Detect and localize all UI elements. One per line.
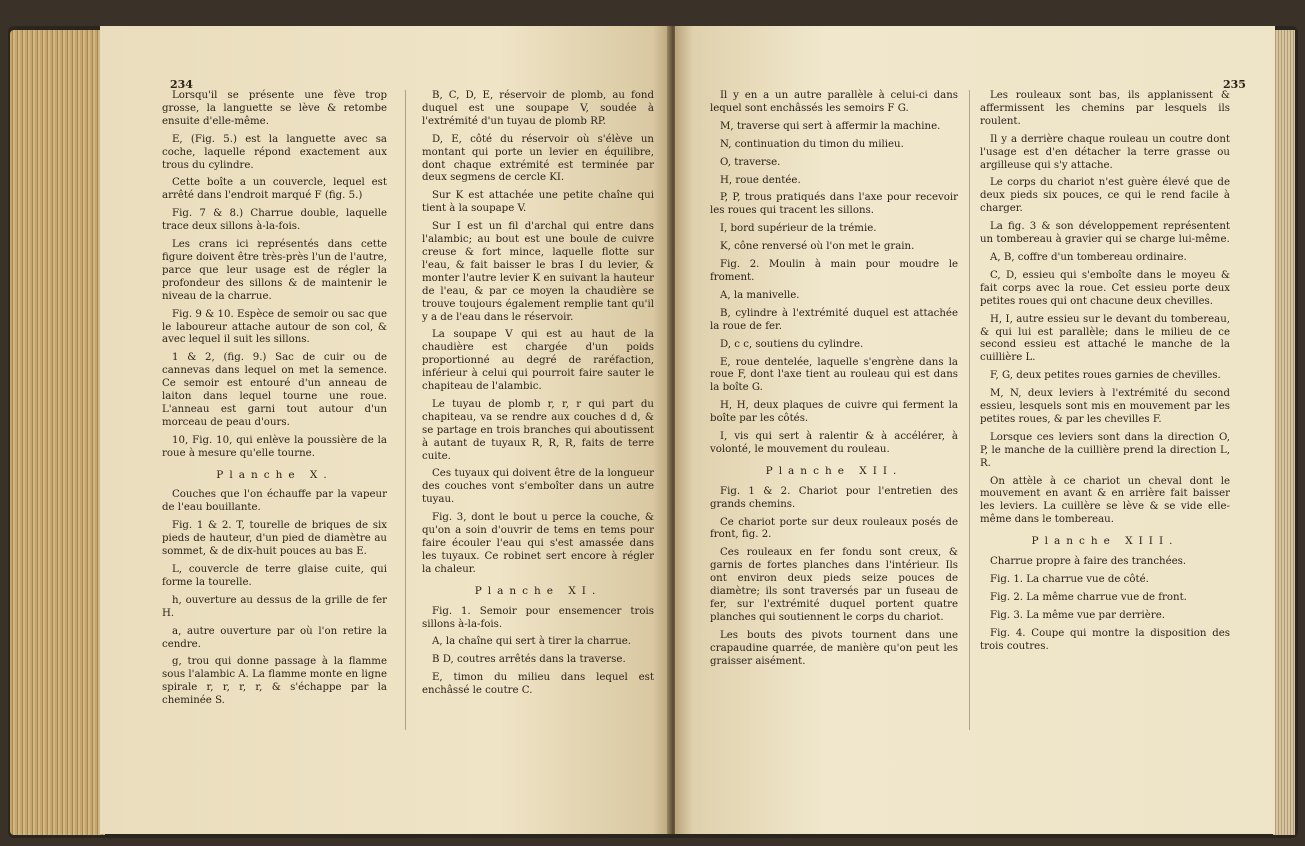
paragraph: La fig. 3 & son développement représentent un tombereau à gravier qui se charge lui-même. [980, 221, 1230, 246]
paragraph: I, vis qui sert à ralentir & à accélérer, à volonté, le mouvement du rouleau. [710, 431, 958, 455]
paragraph: M, N, deux leviers à l'extrémité du second essieu, lesquels sont mis en mouvement par les petites roues, & par les chevilles F. [980, 388, 1230, 425]
paragraph: P, P, trous pratiqués dans l'axe pour recevoir les roues qui tracent les sillons. [710, 192, 958, 217]
paragraph: B, cylindre à l'extrémité duquel est attachée la roue de fer. [710, 307, 958, 332]
plate-heading: Planche XI. [474, 584, 602, 597]
paragraph: Lorsque ces leviers sont dans la direction O, P, le manche de la cuillière prend la direction L, R. [980, 431, 1230, 469]
page-number-left: 234 [170, 78, 193, 91]
page-edges-left [10, 30, 105, 835]
left-column-1 [162, 90, 387, 713]
left-page [100, 26, 670, 834]
paragraph: h, ouverture au dessus de la grille de fer H. [162, 594, 387, 619]
paragraph: H, H, deux plaques de cuivre qui ferment la boîte par les côtés. [710, 400, 958, 425]
paragraph: D, E, côté du réservoir où s'élève un montant qui porte un levier en équilibre, dont chaque extrémité est terminée par deux segmens de cercle KI. [422, 133, 654, 184]
paragraph: K, cône renversé où l'on met le grain. [720, 241, 915, 253]
paragraph: g, trou qui donne passage à la flamme sous l'alambic A. La flamme monte en ligne spirale r, r, r, r, & s'échappe par la cheminée S. [162, 656, 387, 707]
paragraph: Fig. 2. La même charrue vue de front. [990, 591, 1187, 603]
column-divider [969, 90, 970, 730]
paragraph: A, la manivelle. [720, 289, 800, 301]
paragraph: I, bord supérieur de la trémie. [720, 223, 877, 235]
paragraph: Le corps du chariot n'est guère élevé que de deux pieds six pouces, ce qui le rend facile à charger. [980, 177, 1230, 215]
left-column-2 [422, 90, 654, 703]
paragraph: Fig. 3, dont le bout u perce la couche, & qu'on a soin d'ouvrir de tems en tems pour faire écouler l'eau qui s'est amassée dans les tuyaux. Ce robinet sert encore à régler la chaleur. [422, 512, 654, 575]
paragraph: H, I, autre essieu sur le devant du tombereau, & qui lui est parallèle; dans le milieu de ce second essieu est attaché le manche de la cuillière L. [980, 313, 1230, 364]
paragraph: D, c c, soutiens du cylindre. [720, 338, 864, 350]
paragraph: Fig. 1. La charrue vue de côté. [990, 574, 1149, 585]
right-column-2 [980, 90, 1230, 659]
plate-heading: Planche XIII. [1031, 535, 1179, 548]
paragraph: M, traverse qui sert à affermir la machine. [720, 120, 941, 132]
paragraph: Fig. 1. Semoir pour ensemencer trois sillons à-la-fois. [422, 605, 654, 630]
paragraph: 10, Fig. 10, qui enlève la poussière de la roue à mesure qu'elle tourne. [162, 434, 387, 459]
paragraph: 1 & 2, (fig. 9.) Sac de cuir ou de cannevas dans lequel on met la semence. Ce semoir est entouré d'un anneau de laiton dans lequel tourne une roue. L'anneau est garni tout autour d'un morceau de peau d'ours. [162, 352, 387, 428]
paragraph: L, couvercle de terre glaise cuite, qui forme la tourelle. [162, 564, 387, 588]
page-number-right: 235 [1223, 78, 1246, 91]
paragraph: Il y en a un autre parallèle à celui-ci dans lequel sont enchâssés les semoirs F G. [710, 90, 958, 114]
right-column-1 [710, 90, 958, 674]
paragraph: F, G, deux petites roues garnies de chevilles. [990, 370, 1221, 382]
paragraph: Lorsqu'il se présente une fève trop grosse, la languette se lève & retombe ensuite d'elle-même. [162, 90, 387, 127]
paragraph: Couches que l'on échauffe par la vapeur de l'eau bouillante. [162, 489, 387, 514]
paragraph: Charrue propre à faire des tranchées. [990, 556, 1187, 568]
paragraph: E, roue dentelée, laquelle s'engrène dans la roue F, dont l'axe tient au rouleau qui est dans la boîte G. [710, 356, 958, 394]
plate-heading: Planche X. [216, 468, 333, 481]
paragraph: Fig. 9 & 10. Espèce de semoir ou sac que le laboureur attache autour de son col, & avec lequel il suit les sillons. [162, 308, 387, 346]
paragraph: E, (Fig. 5.) est la languette avec sa coche, laquelle répond exactement aux trous du cylindre. [162, 133, 387, 171]
paragraph: Sur K est attachée une petite chaîne qui tient à la soupape V. [422, 190, 654, 215]
paragraph: Le tuyau de plomb r, r, r qui part du chapiteau, va se rendre aux couches d d, & se partage en trois branches qui aboutissent à autant de tuyaux R, R, R, faits de terre cuite. [422, 398, 654, 462]
paragraph: Ces rouleaux en fer fondu sont creux, & garnis de fortes planches dans l'intérieur. Ils ont environ deux pieds seize pouces de diamètre; ils sont traversés par un fuseau de fer, sur l'extrémité duquel portent quatre planches qui soutiennent le corps du chariot. [710, 547, 958, 623]
paragraph: B, C, D, E, réservoir de plomb, au fond duquel est une soupape V, soudée à l'extrémité d'un tuyau de plomb RP. [422, 90, 654, 127]
paragraph: B D, coutres arrêtés dans la traverse. [432, 654, 626, 666]
paragraph: Fig. 2. Moulin à main pour moudre le froment. [710, 259, 958, 283]
paragraph: N, continuation du timon du milieu. [720, 138, 904, 150]
paragraph: La soupape V qui est au haut de la chaudière est chargée d'un poids proportionné au degré de raréfaction, inférieur à celui qui pourroit faire sauter le chapiteau de l'alambic. [422, 329, 654, 393]
paragraph: On attèle à ce chariot un cheval dont le mouvement en avant & en arrière fait baisser les leviers. La cuillère se lève & se vide elle-même dans le tombereau. [980, 475, 1230, 526]
paragraph: Fig. 1 & 2. Chariot pour l'entretien des grands chemins. [710, 485, 958, 510]
paragraph: a, autre ouverture par où l'on retire la cendre. [162, 625, 387, 650]
paragraph: Les rouleaux sont bas, ils applanissent & affermissent les chemins par lesquels ils roulent. [980, 90, 1230, 127]
paragraph: A, B, coffre d'un tombereau ordinaire. [990, 251, 1187, 263]
paragraph: E, timon du milieu dans lequel est enchâssé le coutre C. [422, 672, 654, 697]
paragraph: Fig. 7 & 8.) Charrue double, laquelle trace deux sillons à-la-fois. [162, 208, 387, 233]
paragraph: Fig. 4. Coupe qui montre la disposition des trois coutres. [980, 627, 1230, 652]
paragraph: Ces tuyaux qui doivent être de la longueur des couches vont s'emboîter dans un autre tuyau. [422, 468, 654, 506]
column-divider [405, 90, 406, 730]
paragraph: Les crans ici représentés dans cette figure doivent être très-près l'un de l'autre, parce que leur usage est de régler la profondeur des sillons & de maintenir le niveau de la charrue. [162, 239, 387, 302]
right-page [675, 26, 1275, 834]
paragraph: H, roue dentée. [720, 174, 801, 186]
paragraph: Ce chariot porte sur deux rouleaux posés de front, fig. 2. [710, 516, 958, 541]
page-edges-right [1273, 30, 1295, 835]
paragraph: A, la chaîne qui sert à tirer la charrue. [432, 636, 632, 648]
paragraph: C, D, essieu qui s'emboîte dans le moyeu & fait corps avec la roue. Cet essieu porte deux petites roues qui ont chacune deux chevilles. [980, 269, 1230, 307]
paragraph: Il y a derrière chaque rouleau un coutre dont l'usage est d'en détacher la terre grasse ou argilleuse qui s'y attache. [980, 133, 1230, 171]
paragraph: Sur I est un fil d'archal qui entre dans l'alambic; au bout est une boule de cuivre creuse & fort mince, laquelle flotte sur l'eau, & fait baisser le bras I du levier, & monter l'autre levier K en suivant la hauteur de l'eau, & par ce moyen la chaudière se trouve toujours également remplie tant qu'il y a de l'eau dans le réservoir. [422, 221, 654, 323]
paragraph: Fig. 1 & 2. T, tourelle de briques de six pieds de hauteur, d'un pied de diamètre au sommet, & de dix-huit pouces au bas E. [162, 520, 387, 558]
paragraph: Les bouts des pivots tournent dans une crapaudine quarrée, de manière qu'on peut les graisser aisément. [710, 629, 958, 667]
plate-heading: Planche XII. [765, 464, 903, 477]
paragraph: O, traverse. [720, 156, 781, 168]
paragraph: Fig. 3. La même vue par derrière. [990, 609, 1165, 621]
paragraph: Cette boîte a un couvercle, lequel est arrêté dans l'endroit marqué F (fig. 5.) [162, 177, 387, 202]
